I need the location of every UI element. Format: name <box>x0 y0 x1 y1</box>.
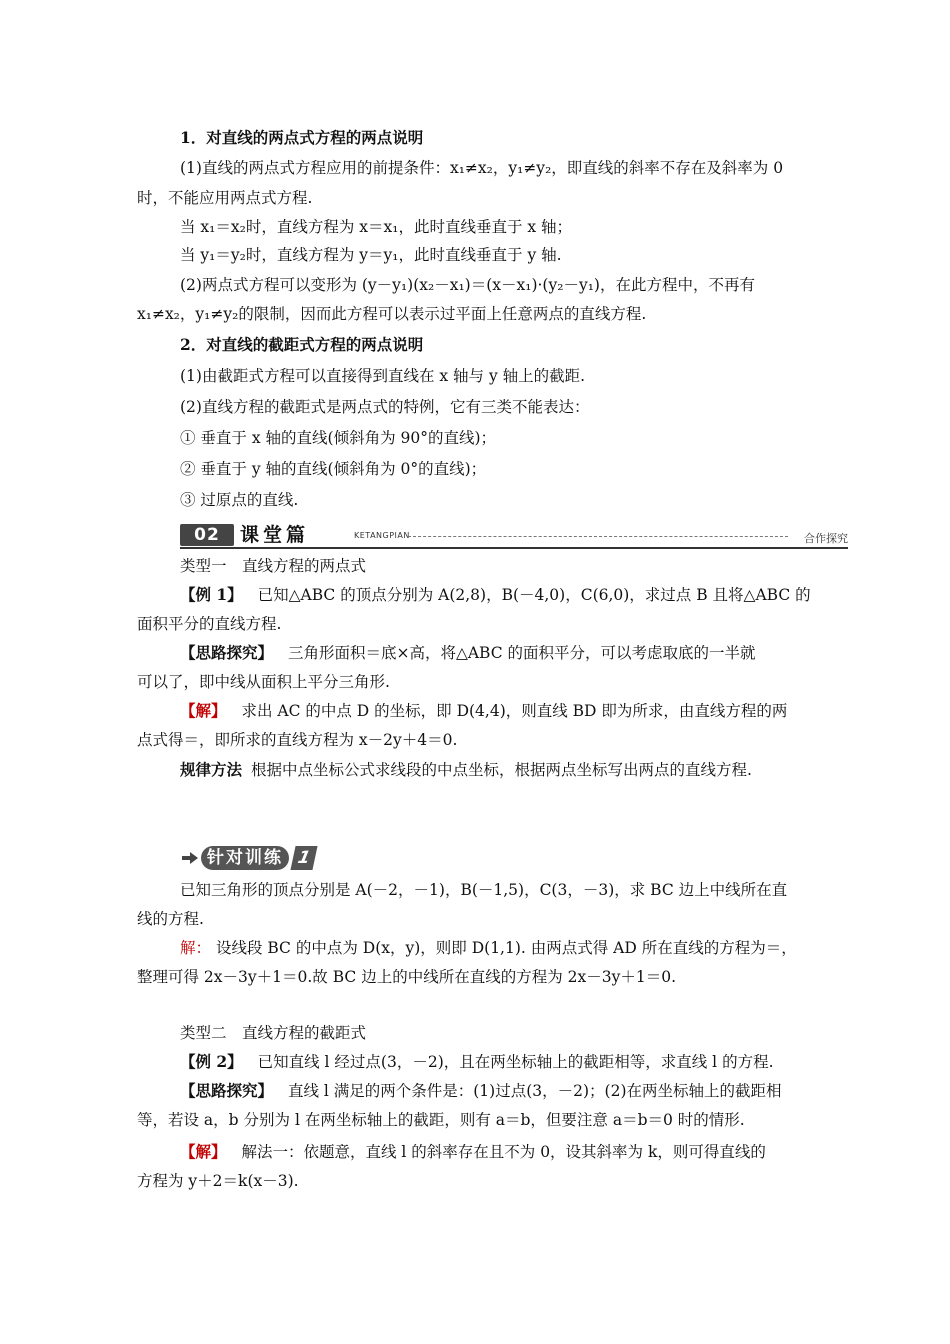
think1-label: 【思路探究】 <box>180 643 274 662</box>
example1-text: 已知△ABC 的顶点分别为 A(2,8)，B(－4,0)，C(6,0)，求过点 B 且将△ABC 的 <box>257 586 811 604</box>
solution2 <box>180 1142 766 1162</box>
rule1-text: 根据中点坐标公式求线段的中点坐标，根据两点坐标写出两点的直线方程. <box>250 761 752 779</box>
training-question: 已知三角形的顶点分别是 A(－2，－1)，B(－1,5)，C(3，－3)，求 BC 边上中线所在直 <box>180 881 788 899</box>
banner-number: 02 <box>180 524 234 546</box>
think2 <box>180 1081 782 1101</box>
rule1 <box>180 760 752 780</box>
training-solution-text: 设线段 BC 的中点为 D(x，y)，则即 D(1,1). 由两点式得 AD 所在直线的方程为＝， <box>215 939 797 957</box>
banner-divider <box>408 536 788 537</box>
training-solution-label: 解： <box>180 939 212 957</box>
section1-title: 1．对直线的两点式方程的两点说明 <box>180 128 424 147</box>
solution2-text-cont: 方程为 y＋2＝k(x－3). <box>137 1172 299 1190</box>
rule1-label: 规律方法 <box>180 760 243 779</box>
example1 <box>180 585 811 605</box>
training-question-cont: 线的方程. <box>137 910 204 928</box>
section1-p1a: (1)直线的两点式方程应用的前提条件：x₁≠x₂，y₁≠y₂，即直线的斜率不存在及斜率为 0 <box>180 159 784 177</box>
example2 <box>180 1052 774 1072</box>
type1-title: 类型一 直线方程的两点式 <box>180 557 367 575</box>
training-solution-cont: 整理可得 2x－3y＋1＝0.故 BC 边上的中线所在直线的方程为 2x－3y＋1＝0. <box>137 968 676 986</box>
think1-text: 三角形面积＝底×高，将△ABC 的面积平分，可以考虑取底的一半就 <box>287 644 756 662</box>
section1-p4b: x₁≠x₂，y₁≠y₂的限制，因而此方程可以表示过平面上任意两点的直线方程. <box>137 305 647 323</box>
solution2-label: 【解】 <box>180 1142 227 1161</box>
banner-pinyin: KETANGPIAN <box>354 531 410 540</box>
solution1-text: 求出 AC 的中点 D 的坐标，即 D(4,4)，则直线 BD 即为所求，由直线方程的两 <box>241 702 788 720</box>
solution2-text: 解法一：依题意，直线 l 的斜率存在且不为 0，设其斜率为 k，则可得直线的 <box>241 1143 766 1161</box>
section1-p4a: (2)两点式方程可以变形为 (y－y₁)(x₂－x₁)＝(x－x₁)·(y₂－y₁)，在此方程中，不再有 <box>180 276 755 294</box>
section2-item2: ② 垂直于 y 轴的直线(倾斜角为 0°的直线)； <box>180 460 487 478</box>
training-number: 1 <box>290 846 317 870</box>
think2-text-cont: 等，若设 a，b 分别为 l 在两坐标轴上的截距，则有 a＝b，但要注意 a＝b＝0 时的情形. <box>137 1111 745 1129</box>
arrow-right-icon <box>181 849 199 867</box>
section1-p3: 当 y₁＝y₂时，直线方程为 y＝y₁，此时直线垂直于 y 轴. <box>180 246 562 264</box>
banner-underline <box>180 547 848 549</box>
think2-text: 直线 l 满足的两个条件是：(1)过点(3，－2)；(2)在两坐标轴上的截距相 <box>287 1082 782 1100</box>
example1-label: 【例 1】 <box>180 585 243 604</box>
solution1-label: 【解】 <box>180 701 227 720</box>
type2-title: 类型二 直线方程的截距式 <box>180 1024 367 1042</box>
training-label: 针对训练 <box>201 846 289 870</box>
example2-text: 已知直线 l 经过点(3，－2)，且在两坐标轴上的截距相等，求直线 l 的方程. <box>257 1053 774 1071</box>
banner-title: 课堂篇 <box>240 524 310 546</box>
section1-p2: 当 x₁＝x₂时，直线方程为 x＝x₁，此时直线垂直于 x 轴； <box>180 218 573 236</box>
example2-label: 【例 2】 <box>180 1052 243 1071</box>
section-banner <box>180 522 848 548</box>
think2-label: 【思路探究】 <box>180 1081 274 1100</box>
training-badge <box>181 845 315 871</box>
solution1 <box>180 701 787 721</box>
section2-p1: (1)由截距式方程可以直接得到直线在 x 轴与 y 轴上的截距. <box>180 367 586 385</box>
section2-item1: ① 垂直于 x 轴的直线(倾斜角为 90°的直线)； <box>180 429 497 447</box>
think1-text-cont: 可以了，即中线从面积上平分三角形. <box>137 673 390 691</box>
example1-text-cont: 面积平分的直线方程. <box>137 615 282 633</box>
section2-p2: (2)直线方程的截距式是两点式的特例，它有三类不能表达： <box>180 398 590 416</box>
training-solution <box>180 938 797 958</box>
solution1-text-cont: 点式得＝，即所求的直线方程为 x－2y＋4＝0. <box>137 731 458 749</box>
section1-p1b: 时，不能应用两点式方程. <box>137 189 313 207</box>
think1 <box>180 643 756 663</box>
section2-item3: ③ 过原点的直线. <box>180 491 299 509</box>
banner-right-label: 合作探究 <box>804 532 848 545</box>
section2-title: 2．对直线的截距式方程的两点说明 <box>180 335 424 354</box>
